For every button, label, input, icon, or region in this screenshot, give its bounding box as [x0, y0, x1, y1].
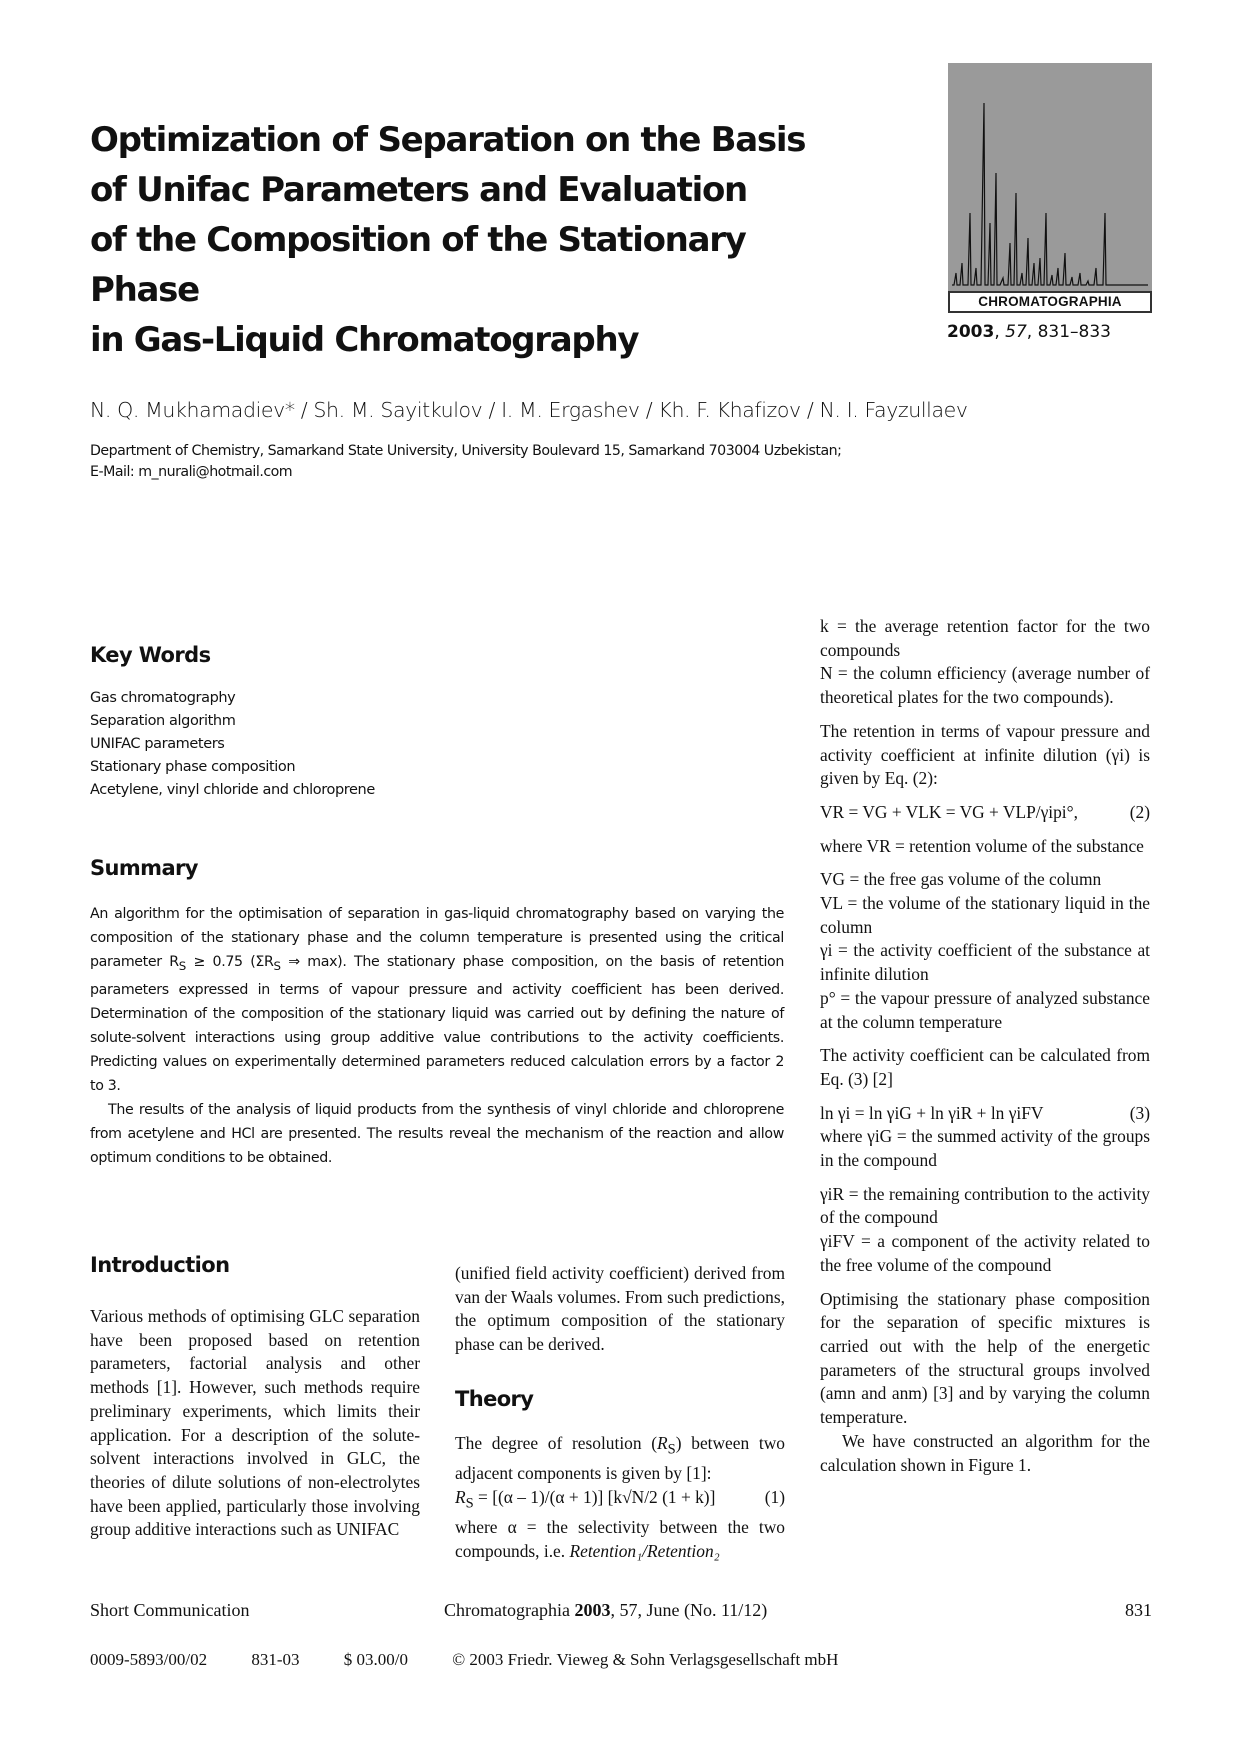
keywords-list [90, 687, 375, 802]
summary-heading: Summary [90, 856, 198, 880]
retention-paragraph: The retention in terms of vapour pressure and activity coefficient at infinite dilution (γi) is given by Eq. (2): [820, 720, 1150, 789]
price: $ 03.00/0 [343, 1650, 409, 1669]
activity-paragraph: The activity coefficient can be calculated from Eq. (3) [2] [820, 1045, 1150, 1089]
summary-text: ≥ 0.75 (ΣR [185, 954, 274, 970]
algorithm-paragraph: We have constructed an algorithm for the calculation shown in Figure 1. [820, 1430, 1150, 1475]
theory-paragraph [455, 1432, 785, 1486]
vl-definition: VL = the volume of the stationary liquid in the column [820, 893, 1150, 937]
article-type: Short Communication [90, 1600, 250, 1620]
journal-logo-text: CHROMATOGRAPHIA [948, 291, 1152, 313]
subscript: S [178, 958, 186, 973]
n-definition: N = the column efficiency (average number of theoretical plates for the two compounds). [820, 663, 1150, 708]
p0-definition: p° = the vapour pressure of analyzed substance at the column temperature [820, 987, 1150, 1032]
keyword-item: Acetylene, vinyl chloride and chloroprene [90, 782, 375, 798]
copyright: © 2003 Friedr. Vieweg & Sohn Verlagsgesellschaft mbH [452, 1650, 839, 1669]
theory-heading: Theory [455, 1387, 534, 1411]
variable: R [657, 1433, 668, 1453]
equation-rhs: = [(α – 1)/(α + 1)] [k√N/2 (1 + k)] [473, 1486, 716, 1507]
summary-paragraph [90, 902, 784, 1098]
gamma-fv-definition: γiFV = a component of the activity related to the free volume of the compound [820, 1231, 1150, 1275]
vr-definition: where VR = retention volume of the substance [820, 835, 1144, 856]
equation-2-expression: VR = VG + VLK = VG + VLP/γipi°, [820, 801, 1078, 822]
right-column [820, 615, 1150, 1477]
equation-3-expression: ln γi = ln γiG + ln γiR + ln γiFV [820, 1102, 1044, 1123]
equation-3-number: (3) [1129, 1102, 1150, 1123]
introduction-paragraph-continued: (unified field activity coefficient) derived from van der Waals volumes. From such predictions, the optimum composition of the stationary phase can be derived. [455, 1263, 785, 1355]
vg-definition: VG = the free gas volume of the column [820, 869, 1102, 890]
theory-text-part: The degree of resolution ( [455, 1433, 658, 1453]
k-definition: k = the average retention factor for the two compounds [820, 616, 1150, 660]
introduction-paragraph: Various methods of optimising GLC separation have been proposed based on retention parameters, factorial analysis and other methods [1]. However, such methods require preliminary experiments, which limits their application. For a description of the solute-solvent interactions involved in GLC, the theories of dilute solutions of non-electrolytes have been applied, particularly those involving group additive interactions such as UNIFAC [90, 1306, 420, 1540]
subscript: S [273, 958, 281, 973]
keyword-item: UNIFAC parameters [90, 736, 225, 752]
citation-volume: 57 [1005, 322, 1027, 342]
equation-2-number: (2) [1129, 801, 1150, 822]
chromatogram-logo-graphic [948, 63, 1152, 313]
gamma-g-definition: where γiG = the summed activity of the groups in the compound [820, 1126, 1150, 1171]
keyword-item: Separation algorithm [90, 713, 236, 729]
title-line: in Gas-Liquid Chromatography [90, 320, 639, 360]
equation-1-number: (1) [764, 1486, 785, 1507]
affiliation-email[interactable]: E-Mail: m_nurali@hotmail.com [90, 464, 293, 480]
pages-code: 831-03 [251, 1650, 300, 1669]
alpha-definition [455, 1516, 785, 1563]
journal-reference [444, 1600, 767, 1621]
subscript: S [667, 1441, 676, 1458]
summary-paragraph: The results of the analysis of liquid products from the synthesis of vinyl chloride and chloroprene from acetylene and HCl are presented. The results reveal the mechanism of the reaction and allow optimum conditions to be obtained. [90, 1101, 784, 1166]
equation-1 [455, 1486, 785, 1516]
affiliation-address: Department of Chemistry, Samarkand State University, University Boulevard 15, Samarkand 703004 Uzbekistan; [90, 443, 842, 459]
journal-year: 2003 [574, 1600, 611, 1620]
title-line: of the Composition of the Stationary Phase [90, 220, 746, 310]
journal-logo [948, 63, 1152, 313]
issn: 0009-5893/00/02 [90, 1650, 208, 1669]
keyword-item: Gas chromatography [90, 690, 236, 706]
equation-2 [820, 801, 1150, 825]
citation-pages: 831–833 [1037, 322, 1111, 342]
summary-body [90, 902, 784, 1170]
journal-name: Chromatographia [444, 1600, 575, 1620]
gamma-r-definition: γiR = the remaining contribution to the activity of the compound [820, 1183, 1150, 1228]
introduction-heading: Introduction [90, 1253, 230, 1277]
affiliation [90, 441, 990, 483]
keyword-item: Stationary phase composition [90, 759, 296, 775]
authors: N. Q. Mukhamadiev* / Sh. M. Sayitkulov / I. M. Ergashev / Kh. F. Khafizov / N. I. Fayzullaev [90, 398, 968, 422]
summary-text: An algorithm for the optimisation of separation in gas-liquid chromatography based on varying the composition of the stationary phase and the column temperature is presented using the critical parameter R [90, 906, 784, 970]
keywords-heading: Key Words [90, 643, 211, 667]
retention-ratio: Retention₁/Retention₂ [569, 1540, 720, 1561]
journal-issue: , 57, June (No. 11/12) [610, 1600, 768, 1620]
gamma-definition: γi = the activity coefficient of the substance at infinite dilution [820, 940, 1150, 985]
page-number: 831 [1125, 1600, 1152, 1620]
publication-info [90, 1650, 878, 1670]
title-line: Optimization of Separation on the Basis [90, 120, 806, 160]
summary-text: ⇒ max). The stationary phase composition, on the basis of retention parameters expressed in terms of vapour pressure and activity coefficient has been derived. Determination of the composition of the stationary liquid was carried out by defining the nature of solute-solvent interactions using group additive value contributions to the activity coefficients. Predicting values on experimentally determined parameters reduced calculation errors by a factor 2 to 3. [90, 954, 785, 1094]
equation-3 [820, 1102, 1150, 1126]
paper-title [90, 115, 850, 365]
introduction-continued [455, 1262, 785, 1357]
title-line: of Unifac Parameters and Evaluation [90, 170, 747, 210]
equation-1-expression [455, 1486, 715, 1516]
variable: R [455, 1486, 466, 1507]
theory-text [455, 1432, 785, 1563]
subscript: S [465, 1495, 474, 1512]
theory-text-part: ) between two adjacent components is given by [1]: [455, 1433, 785, 1484]
citation-year: 2003 [947, 322, 995, 342]
alpha-text: where α = the selectivity between the two compounds, i.e. [455, 1517, 785, 1561]
citation: 2003, 57, 831–833 [947, 322, 1111, 342]
optimising-paragraph: Optimising the stationary phase composition for the separation of specific mixtures is carried out with the help of the energetic parameters of the structural groups involved (amn and anm) [3] and by varying the column temperature. [820, 1288, 1150, 1428]
introduction-text [90, 1305, 420, 1542]
